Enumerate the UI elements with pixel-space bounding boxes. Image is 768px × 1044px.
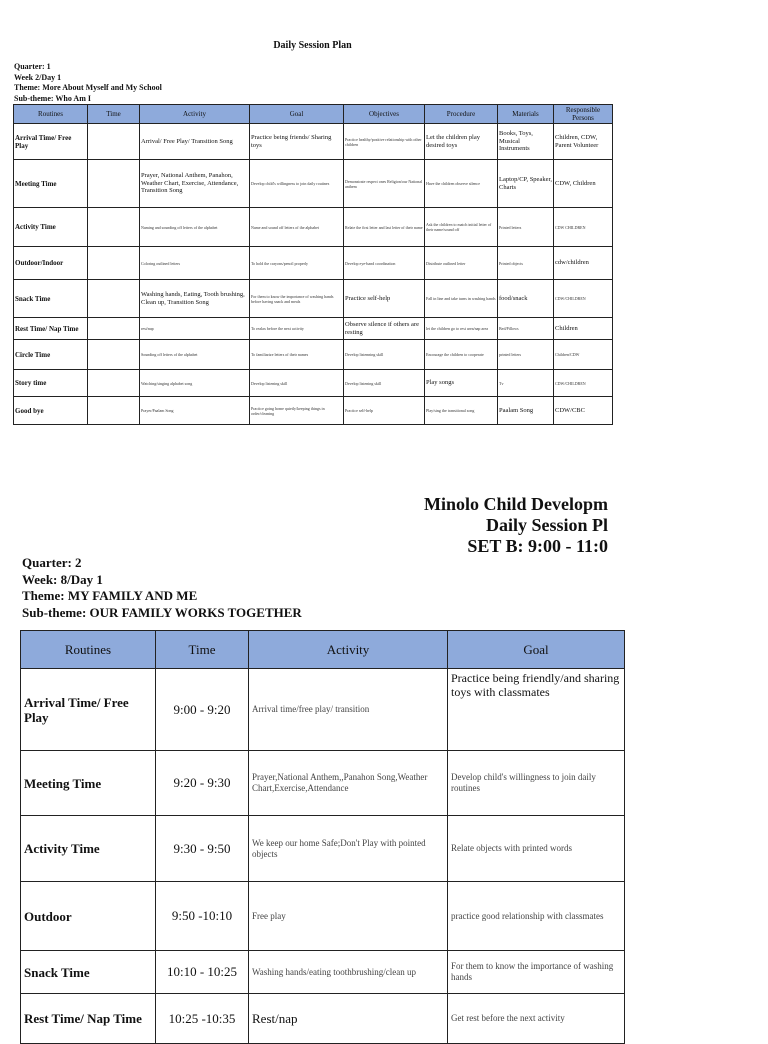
plan2-table — [20, 630, 625, 1044]
cell — [88, 397, 140, 425]
plan1-table — [13, 104, 613, 425]
cell: CDW/CHILDREN — [554, 280, 613, 318]
cell: 9:50 -10:10 — [156, 882, 249, 951]
cell: 10:25 -10:35 — [156, 994, 249, 1044]
plan1-title: Daily Session Plan — [273, 40, 352, 51]
cell: Fall in line and take turns in washing hands — [425, 280, 498, 318]
cell: CDW, Children — [554, 160, 613, 208]
cell: Meeting Time — [14, 160, 88, 208]
cell: cdw/children — [554, 247, 613, 280]
cell — [88, 208, 140, 247]
cell: Distribute outlined letter — [425, 247, 498, 280]
col-header: Goal — [448, 631, 625, 669]
cell: rest/nap — [140, 318, 250, 340]
table-row — [21, 994, 625, 1044]
cell: Arrival time/free play/ transition — [249, 669, 448, 751]
plan2-center-name: Minolo Child Developm — [424, 494, 609, 514]
cell: 9:30 - 9:50 — [156, 816, 249, 882]
col-header: Time — [88, 105, 140, 124]
plan2-week: Week: 8/Day 1 — [22, 571, 103, 587]
cell — [88, 318, 140, 340]
cell: Bed/Pillows — [498, 318, 554, 340]
table-row — [14, 340, 613, 370]
cell: Watching/singing alphabet song — [140, 370, 250, 397]
cell: Develop eye-hand coordination — [344, 247, 425, 280]
cell: Prayer, National Anthem, Panahon, Weather Chart, Exercise, Attendance, Transition Song — [140, 160, 250, 208]
col-header: Objectives — [344, 105, 425, 124]
cell: Ask the children to match initial letter of their name/sound off — [425, 208, 498, 247]
cell: Books, Toys, Musical Instruments — [498, 124, 554, 160]
cell: 9:20 - 9:30 — [156, 751, 249, 816]
plan2-title: Daily Session Pl — [486, 515, 609, 535]
cell: food/snack — [498, 280, 554, 318]
cell: practice good relationship with classmates — [448, 882, 625, 951]
cell: 9:00 - 9:20 — [156, 669, 249, 751]
cell — [88, 280, 140, 318]
cell: Arrival Time/ Free Play — [14, 124, 88, 160]
cell: Practice healthy/positive relationship with other children — [344, 124, 425, 160]
table-row — [21, 669, 625, 751]
cell: Good bye — [14, 397, 88, 425]
table-row — [14, 124, 613, 160]
cell: Encourage the children to cooperate — [425, 340, 498, 370]
plan1-week: Week 2/Day 1 — [14, 72, 62, 82]
table-row — [21, 816, 625, 882]
cell: Activity Time — [14, 208, 88, 247]
cell: let the children go to rest area/nap area — [425, 318, 498, 340]
cell: Laptop/CP, Speaker, Charts — [498, 160, 554, 208]
cell: Free play — [249, 882, 448, 951]
cell: Activity Time — [21, 816, 156, 882]
cell: Outdoor/Indoor — [14, 247, 88, 280]
plan1-meta — [14, 62, 162, 104]
cell: Practice self-help — [344, 397, 425, 425]
cell: Get rest before the next activity — [448, 994, 625, 1044]
cell — [88, 340, 140, 370]
cell: Play/sing the transitional song — [425, 397, 498, 425]
cell: Snack Time — [21, 951, 156, 994]
cell: Sounding off letters of the alphabet — [140, 340, 250, 370]
table-row — [14, 208, 613, 247]
cell: Practice being friends/ Sharing toys — [250, 124, 344, 160]
cell: CDW CHILDREN — [554, 208, 613, 247]
cell: Let the children play desired toys — [425, 124, 498, 160]
cell: Develop listening skill — [344, 370, 425, 397]
cell — [88, 160, 140, 208]
cell: Snack Time — [14, 280, 88, 318]
table-row — [14, 160, 613, 208]
col-header: Responsible Persons — [554, 105, 613, 124]
table-row — [21, 751, 625, 816]
col-header: Materials — [498, 105, 554, 124]
cell: Rest Time/ Nap Time — [21, 994, 156, 1044]
cell: Develop listening skill — [250, 370, 344, 397]
plan2-set: SET B: 9:00 - 11:0 — [467, 536, 609, 556]
cell: Children/CDW — [554, 340, 613, 370]
cell: Coloring outlined letters — [140, 247, 250, 280]
cell: Meeting Time — [21, 751, 156, 816]
plan2-header-row — [21, 631, 625, 669]
cell: Washing hands/eating toothbrushing/clean up — [249, 951, 448, 994]
cell: Circle Time — [14, 340, 88, 370]
cell: For them to know the importance of washing hands before having snack and meals — [250, 280, 344, 318]
plan2-subtheme: Sub-theme: OUR FAMILY WORKS TOGETHER — [22, 604, 302, 620]
table-row — [14, 247, 613, 280]
cell: Children — [554, 318, 613, 340]
cell: CDW/CBC — [554, 397, 613, 425]
cell: Tv — [498, 370, 554, 397]
cell: Play songs — [425, 370, 498, 397]
cell: Rest/nap — [249, 994, 448, 1044]
plan2-meta — [22, 555, 302, 621]
col-header: Procedure — [425, 105, 498, 124]
cell: Relate objects with printed words — [448, 816, 625, 882]
col-header: Activity — [140, 105, 250, 124]
plan1-header-row — [14, 105, 613, 124]
cell: Outdoor — [21, 882, 156, 951]
cell: printed letters — [498, 340, 554, 370]
cell: Develop listenning skill — [344, 340, 425, 370]
col-header: Routines — [21, 631, 156, 669]
cell: Demonstrate respect ones Religion/our National anthem — [344, 160, 425, 208]
cell: 10:10 - 10:25 — [156, 951, 249, 994]
plan2-theme: Theme: MY FAMILY AND ME — [22, 588, 198, 603]
cell — [88, 247, 140, 280]
col-header: Goal — [250, 105, 344, 124]
col-header: Time — [156, 631, 249, 669]
cell — [88, 124, 140, 160]
plan2-quarter: Quarter: 2 — [22, 555, 82, 570]
cell: Observe silence if others are resting — [344, 318, 425, 340]
cell: Prayer,National Anthem,,Panahon Song,Weather Chart,Exercise,Attendance — [249, 751, 448, 816]
cell: Paalam Song — [498, 397, 554, 425]
cell: Develop child's willingness to join daily routines — [448, 751, 625, 816]
table-row — [14, 280, 613, 318]
cell: Story time — [14, 370, 88, 397]
cell: To familiarize letters of their names — [250, 340, 344, 370]
table-row — [14, 370, 613, 397]
cell: Washing hands, Eating, Tooth brushing, Clean up, Transition Song — [140, 280, 250, 318]
cell: Develop child's willingness to join daily routines — [250, 160, 344, 208]
cell: To realax before the next activity — [250, 318, 344, 340]
cell: Practice self-help — [344, 280, 425, 318]
cell: To hold the crayons/pencil properly — [250, 247, 344, 280]
cell: Name and sound off letters of the alphabet — [250, 208, 344, 247]
cell: Prayer/Paalam Song — [140, 397, 250, 425]
plan2-header — [416, 494, 608, 557]
cell: Relate the first letter and last letter of their name — [344, 208, 425, 247]
cell: CDW/CHILDREN — [554, 370, 613, 397]
cell: Arrival Time/ Free Play — [21, 669, 156, 751]
cell — [88, 370, 140, 397]
cell: Arrival/ Free Play/ Transition Song — [140, 124, 250, 160]
cell: Children, CDW, Parent Volunteer — [554, 124, 613, 160]
plan1-subtheme: Sub-theme: Who Am I — [14, 93, 91, 103]
cell: Have the children observe silence — [425, 160, 498, 208]
table-row — [14, 397, 613, 425]
cell: For them to know the importance of washing hands — [448, 951, 625, 994]
table-row — [21, 882, 625, 951]
cell: We keep our home Safe;Don't Play with pointed objects — [249, 816, 448, 882]
plan1-quarter: Quarter: 1 — [14, 62, 51, 71]
col-header: Activity — [249, 631, 448, 669]
cell: Naming and sounding off letters of the alphabet — [140, 208, 250, 247]
cell: Printed letters — [498, 208, 554, 247]
cell: Rest Time/ Nap Time — [14, 318, 88, 340]
col-header: Routines — [14, 105, 88, 124]
table-row — [21, 951, 625, 994]
cell: Practice being friendly/and sharing toys with classmates — [448, 669, 625, 751]
cell: Printed objects — [498, 247, 554, 280]
plan1-theme: Theme: More About Myself and My School — [14, 83, 162, 92]
table-row — [14, 318, 613, 340]
cell: Practice going home quietly/keeping things in order/cleaning — [250, 397, 344, 425]
